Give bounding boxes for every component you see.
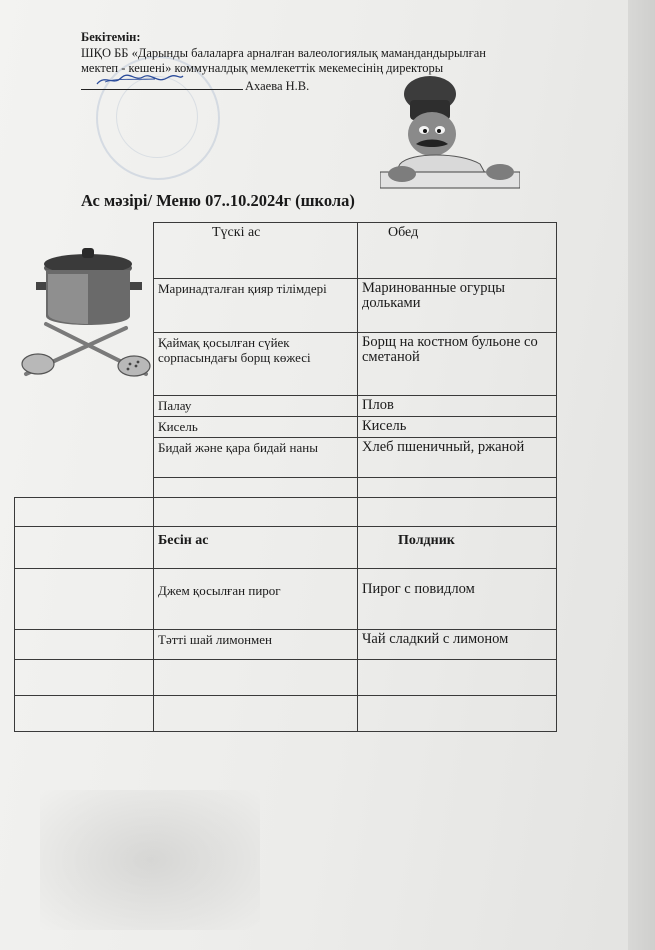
table-row: [15, 630, 557, 660]
empty-cell: [154, 660, 358, 696]
empty-cell: [15, 527, 154, 569]
empty-cell: [154, 696, 358, 732]
lunch-header-ru: Обед: [358, 223, 557, 279]
empty-cell: [358, 498, 557, 527]
table-row: [15, 527, 557, 569]
lunch-item-kk: Палау: [154, 396, 358, 417]
table-row: [15, 660, 557, 696]
approval-label: Бекітемін:: [81, 30, 141, 44]
empty-cell: [154, 498, 358, 527]
empty-cell: [154, 478, 358, 498]
chef-illustration-icon: [380, 72, 520, 190]
empty-cell: [15, 660, 154, 696]
signatory-name: Ахаева Н.В.: [245, 78, 310, 93]
snack-header-kk: Бесін ас: [154, 527, 358, 569]
empty-cell: [15, 696, 154, 732]
lunch-header-kk: Түскі ас: [154, 223, 358, 279]
snack-item-kk: Джем қосылған пирог: [154, 569, 358, 630]
table-row: [15, 696, 557, 732]
snack-item-kk: Тәтті шай лимонмен: [154, 630, 358, 660]
page-edge-shadow: [628, 0, 655, 950]
table-row: [15, 569, 557, 630]
snack-header-ru: Полдник: [358, 527, 557, 569]
empty-cell: [358, 478, 557, 498]
lunch-item-kk: Кисель: [154, 417, 358, 438]
lunch-item-ru: Кисель: [358, 417, 557, 438]
lunch-item-kk: Маринадталған қияр тілімдері: [154, 279, 358, 333]
snack-item-ru: Пирог с повидлом: [358, 569, 557, 630]
table-row: [15, 498, 557, 527]
lunch-item-kk: Бидай және қара бидай наны: [154, 438, 358, 478]
empty-cell: [15, 498, 154, 527]
approval-org-line-1: ШҚО ББ «Дарынды балаларға арналған валеологиялық мамандандырылған: [81, 45, 486, 60]
empty-cell: [358, 696, 557, 732]
empty-cell: [15, 630, 154, 660]
lunch-item-ru: Плов: [358, 396, 557, 417]
signature-line: [81, 77, 243, 90]
empty-cell: [358, 660, 557, 696]
lunch-item-ru: Хлеб пшеничный, ржаной: [358, 438, 557, 478]
page-title: Ас мәзірі/ Меню 07..10.2024г (школа): [81, 191, 355, 210]
paper-shadow: [40, 790, 260, 930]
lunch-item-kk: Қаймақ қосылған сүйек сорпасындағы борщ көжесі: [154, 333, 358, 396]
signature-scribble-icon: [95, 72, 185, 88]
snack-item-ru: Чай сладкий с лимоном: [358, 630, 557, 660]
empty-cell: [15, 569, 154, 630]
cooking-pot-icon: [18, 242, 154, 384]
lunch-item-ru: Маринованные огурцы дольками: [358, 279, 557, 333]
lunch-item-ru: Борщ на костном бульоне со сметаной: [358, 333, 557, 396]
approval-org-line-2: мектеп - кешені» коммуналдық мемлекеттік мекемесінің директоры: [81, 61, 444, 75]
